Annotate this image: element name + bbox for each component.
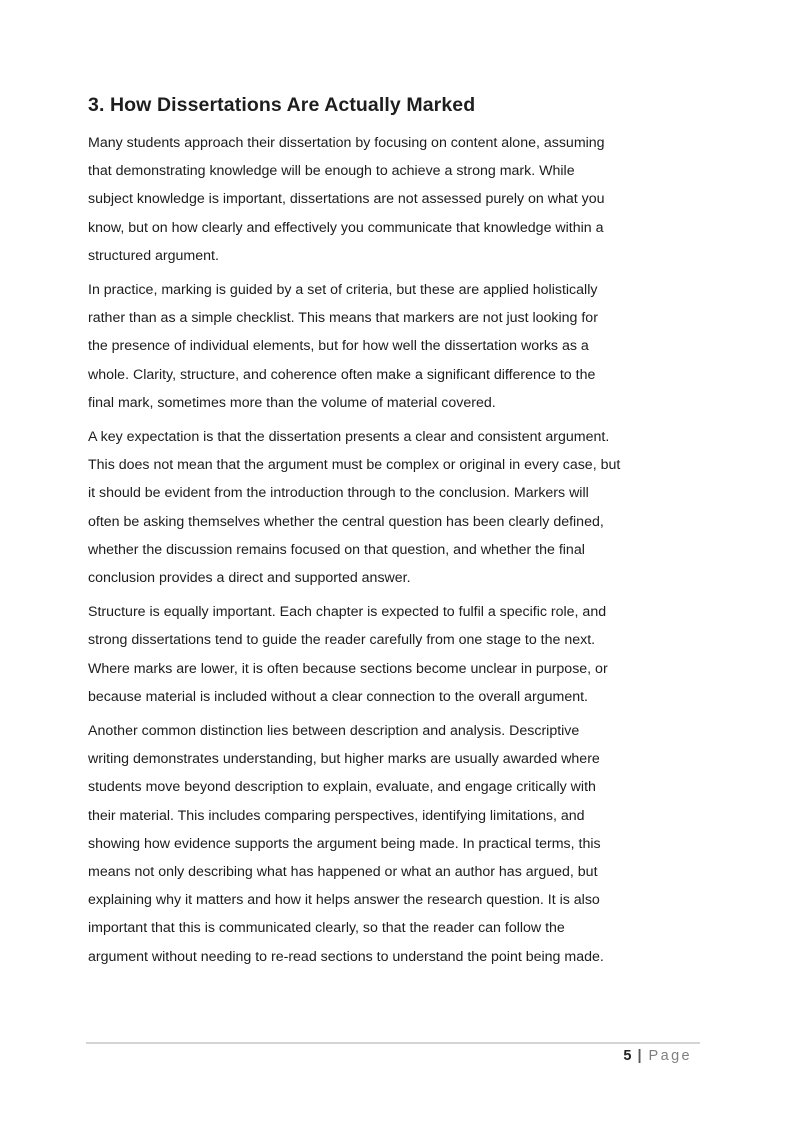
text-line: that demonstrating knowledge will be enough to achieve a strong mark. While <box>88 163 575 180</box>
text-line: students move beyond description to explain, evaluate, and engage critically with <box>88 779 596 796</box>
footer-divider <box>86 1042 700 1044</box>
page-footer <box>623 1046 692 1066</box>
paragraph <box>88 423 700 592</box>
text-line: whether the discussion remains focused on that question, and whether the final <box>88 541 585 558</box>
text-line: Where marks are lower, it is often because sections become unclear in purpose, or <box>88 660 608 677</box>
footer-separator: | <box>637 1048 642 1064</box>
page-content <box>88 92 700 977</box>
paragraph <box>88 717 700 971</box>
text-line: explaining why it matters and how it helps answer the research question. It is also <box>88 892 600 909</box>
text-line: know, but on how clearly and effectively you communicate that knowledge within a <box>88 219 604 236</box>
text-line: whole. Clarity, structure, and coherence often make a significant difference to the <box>88 366 596 383</box>
text-line: showing how evidence supports the argument being made. In practical terms, this <box>88 835 601 852</box>
paragraph <box>88 598 700 711</box>
paragraph <box>88 276 700 417</box>
text-line: writing demonstrates understanding, but higher marks are usually awarded where <box>88 751 600 768</box>
text-line: the presence of individual elements, but for how well the dissertation works as a <box>88 338 589 355</box>
text-line: strong dissertations tend to guide the reader carefully from one stage to the next. <box>88 632 596 649</box>
text-line: A key expectation is that the dissertation presents a clear and consistent argument. <box>88 429 610 446</box>
page-label: Page <box>648 1048 692 1064</box>
text-line: means not only describing what has happened or what an author has argued, but <box>88 864 598 881</box>
text-line: often be asking themselves whether the central question has been clearly defined, <box>88 513 604 530</box>
text-line: it should be evident from the introduction through to the conclusion. Markers will <box>88 485 589 502</box>
section-heading: 3. How Dissertations Are Actually Marked <box>88 94 476 116</box>
text-line: In practice, marking is guided by a set of criteria, but these are applied holistically <box>88 282 598 299</box>
text-line: final mark, sometimes more than the volume of material covered. <box>88 394 496 411</box>
text-line: important that this is communicated clearly, so that the reader can follow the <box>88 920 565 937</box>
text-line: rather than as a simple checklist. This means that markers are not just looking for <box>88 310 598 327</box>
text-line: Another common distinction lies between description and analysis. Descriptive <box>88 723 580 740</box>
text-line: their material. This includes comparing perspectives, identifying limitations, and <box>88 807 585 824</box>
text-line: Structure is equally important. Each chapter is expected to fulfil a specific role, and <box>88 604 607 621</box>
text-line: conclusion provides a direct and supported answer. <box>88 570 411 587</box>
text-line: because material is included without a clear connection to the overall argument. <box>88 688 588 705</box>
text-line: argument without needing to re-read sections to understand the point being made. <box>88 948 604 965</box>
text-line: subject knowledge is important, dissertations are not assessed purely on what you <box>88 191 605 208</box>
page-number: 5 <box>623 1048 632 1064</box>
text-line: This does not mean that the argument must be complex or original in every case, but <box>88 457 621 474</box>
paragraph <box>88 129 700 270</box>
text-line: Many students approach their dissertation by focusing on content alone, assuming <box>88 135 605 151</box>
text-line: structured argument. <box>88 247 219 264</box>
